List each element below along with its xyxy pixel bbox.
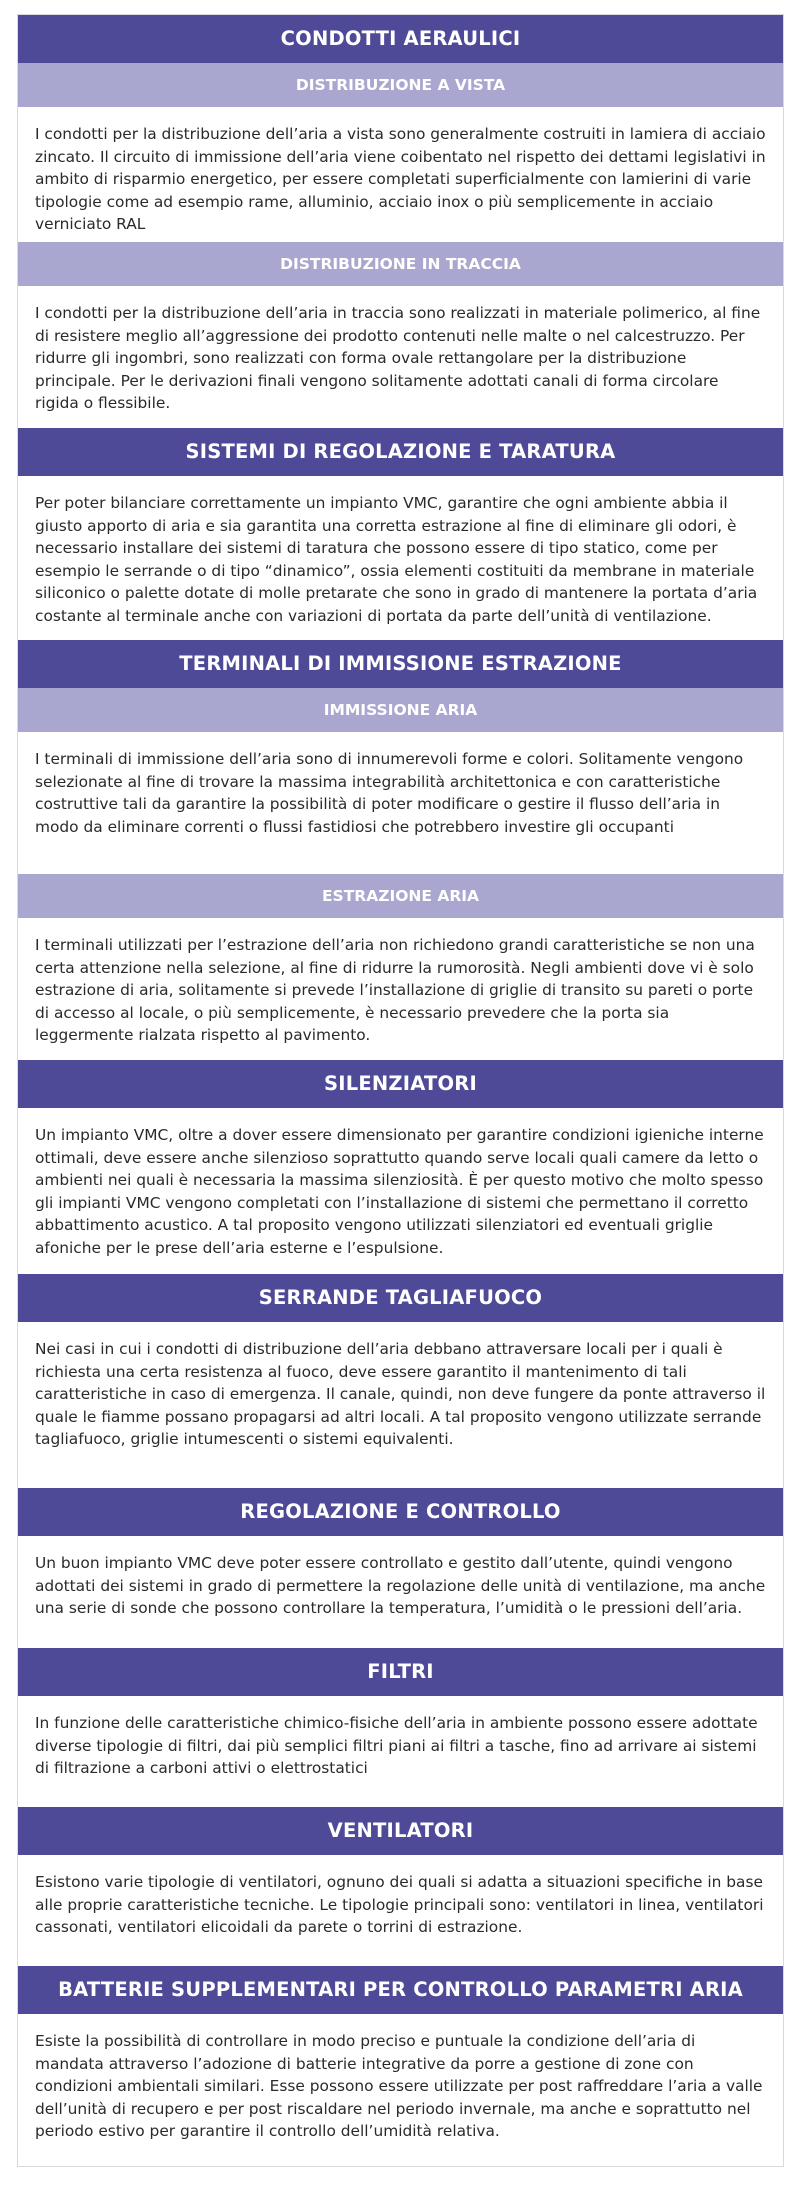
section-body-ventilatori [18,1855,783,1966]
section-title-condotti: CONDOTTI AERAULICI [18,15,783,63]
paragraph: Un buon impianto VMC deve poter essere controllato e gestito dall’utente, quindi vengono adottati dei sistemi in grado di permettere la regolazione delle unità di ventilazione, ma anche una serie di sonde che possono controllare la temperatura, l’umidità o le pressioni dell’aria. [35,1554,766,1618]
section-title-ventilatori: VENTILATORI [18,1807,783,1855]
paragraph: I condotti per la distribuzione dell’aria in traccia sono realizzati in materiale polimerico, al fine di resistere meglio all’aggressione dei prodotto contenuti nelle malte o nel calcestruzzo. Per ridurre gli ingombri, sono realizzati con forma ovale rettangolare per la distribuzione principale. Per le derivazioni finali vengono solitamente adottati canali di forma circolare rigida o flessibile. [35,304,761,413]
section-body-controllo [18,1536,783,1648]
subsection-body-immissione-aria [18,732,783,874]
section-title-filtri: FILTRI [18,1648,783,1696]
paragraph: I terminali di immissione dell’aria sono di innumerevoli forme e colori. Solitamente vengono selezionate al fine di trovare la massima integrabilità architettonica e con caratteristiche costruttive tali da garantire la possibilità di poter modificare o gestire il flusso dell’aria in modo da eliminare correnti o flussi fastidiosi che potrebbero investire gli occupanti [35,750,744,836]
section-body-filtri [18,1696,783,1807]
section-body-silenziatori [18,1108,783,1274]
section-body-regolazione-taratura [18,476,783,640]
section-title-silenziatori: SILENZIATORI [18,1060,783,1108]
subsection-title-immissione-aria: IMMISSIONE ARIA [18,688,783,732]
subsection-body-estrazione-aria [18,918,783,1060]
section-title-terminali: TERMINALI DI IMMISSIONE ESTRAZIONE [18,640,783,688]
paragraph: Per poter bilanciare correttamente un impianto VMC, garantire che ogni ambiente abbia il giusto apporto di aria e sia garantita una corretta estrazione al fine di eliminare gli odori, è necessario installare dei sistemi di taratura che possono essere di tipo statico, come per esempio le serrande o di tipo “dinamico”, ossia elementi costituiti da membrane in materiale siliconico o palette dotate di molle pretarate che sono in grado di mantenere la portata d’aria costante al terminale anche con variazioni di portata da parte dell’unità di ventilazione. [35,494,758,625]
paragraph: I terminali utilizzati per l’estrazione dell’aria non richiedono grandi caratteristiche se non una certa attenzione nella selezione, al fine di ridurre la rumorosità. Negli ambienti dove vi è solo estrazione di aria, solitamente si prevede l’installazione di griglie di transito su pareti o porte di accesso al locale, o più semplicemente, è necessario prevedere che la porta sia leggermente rialzata rispetto al pavimento. [35,936,755,1045]
subsection-title-distribuzione-vista: DISTRIBUZIONE A VISTA [18,63,783,107]
subsection-body-distribuzione-traccia [18,286,783,428]
paragraph: Nei casi in cui i condotti di distribuzione dell’aria debbano attraversare locali per i quali è richiesta una certa resistenza al fuoco, deve essere garantito il mantenimento di tali caratteristiche in caso di emergenza. Il canale, quindi, non deve fungere da ponte attraverso il quale le fiamme possano propagarsi ad altri locali. A tal proposito vengono utilizzate serrande tagliafuoco, griglie intumescenti o sistemi equivalenti. [35,1340,766,1449]
subsection-title-estrazione-aria: ESTRAZIONE ARIA [18,874,783,918]
paragraph: I condotti per la distribuzione dell’aria a vista sono generalmente costruiti in lamiera di acciaio zincato. Il circuito di immissione dell’aria viene coibentato nel rispetto dei dettami legislativi in ambito di risparmio energetico, per essere completati superficialmente con lamierini di varie tipologie come ad esempio rame, alluminio, acciaio inox o più semplicemente in acciaio verniciato RAL [35,125,766,234]
section-body-serrande [18,1322,783,1488]
section-title-serrande: SERRANDE TAGLIAFUOCO [18,1274,783,1322]
section-body-batterie [18,2014,783,2166]
document-panel [17,14,784,2167]
paragraph: Esiste la possibilità di controllare in modo preciso e puntuale la condizione dell’aria di mandata attraverso l’adozione di batterie integrative da porre a gestione di zone con condizioni ambientali similari. Esse possono essere utilizzate per post raffreddare l’aria a valle dell’unità di recupero e per post riscaldare nel periodo invernale, ma anche e soprattutto nel periodo estivo per garantire il controllo dell’umidità relativa. [35,2032,763,2141]
paragraph: Un impianto VMC, oltre a dover essere dimensionato per garantire condizioni igieniche interne ottimali, deve essere anche silenzioso soprattutto quando serve locali quali camere da letto o ambienti nei quali è necessaria la massima silenziosità. È per questo motivo che molto spesso gli impianti VMC vengono completati con l’installazione di sistemi che permettano il corretto abbattimento acustico. A tal proposito vengono utilizzati silenziatori ed eventuali griglie afoniche per le prese dell’aria esterne e l’espulsione. [35,1126,764,1257]
section-title-regolazione-taratura: SISTEMI DI REGOLAZIONE E TARATURA [18,428,783,476]
subsection-body-distribuzione-vista [18,107,783,242]
section-title-controllo: REGOLAZIONE E CONTROLLO [18,1488,783,1536]
subsection-title-distribuzione-traccia: DISTRIBUZIONE IN TRACCIA [18,242,783,286]
paragraph: In funzione delle caratteristiche chimico-fisiche dell’aria in ambiente possono essere adottate diverse tipologie di filtri, dai più semplici filtri piani ai filtri a tasche, fino ad arrivare ai sistemi di filtrazione a carboni attivi o elettrostatici [35,1714,758,1778]
section-title-batterie: BATTERIE SUPPLEMENTARI PER CONTROLLO PARAMETRI ARIA [18,1966,783,2014]
paragraph: Esistono varie tipologie di ventilatori, ognuno dei quali si adatta a situazioni specifiche in base alle proprie caratteristiche tecniche. Le tipologie principali sono: ventilatori in linea, ventilatori cassonati, ventilatori elicoidali da parete o torrini di estrazione. [35,1873,764,1937]
